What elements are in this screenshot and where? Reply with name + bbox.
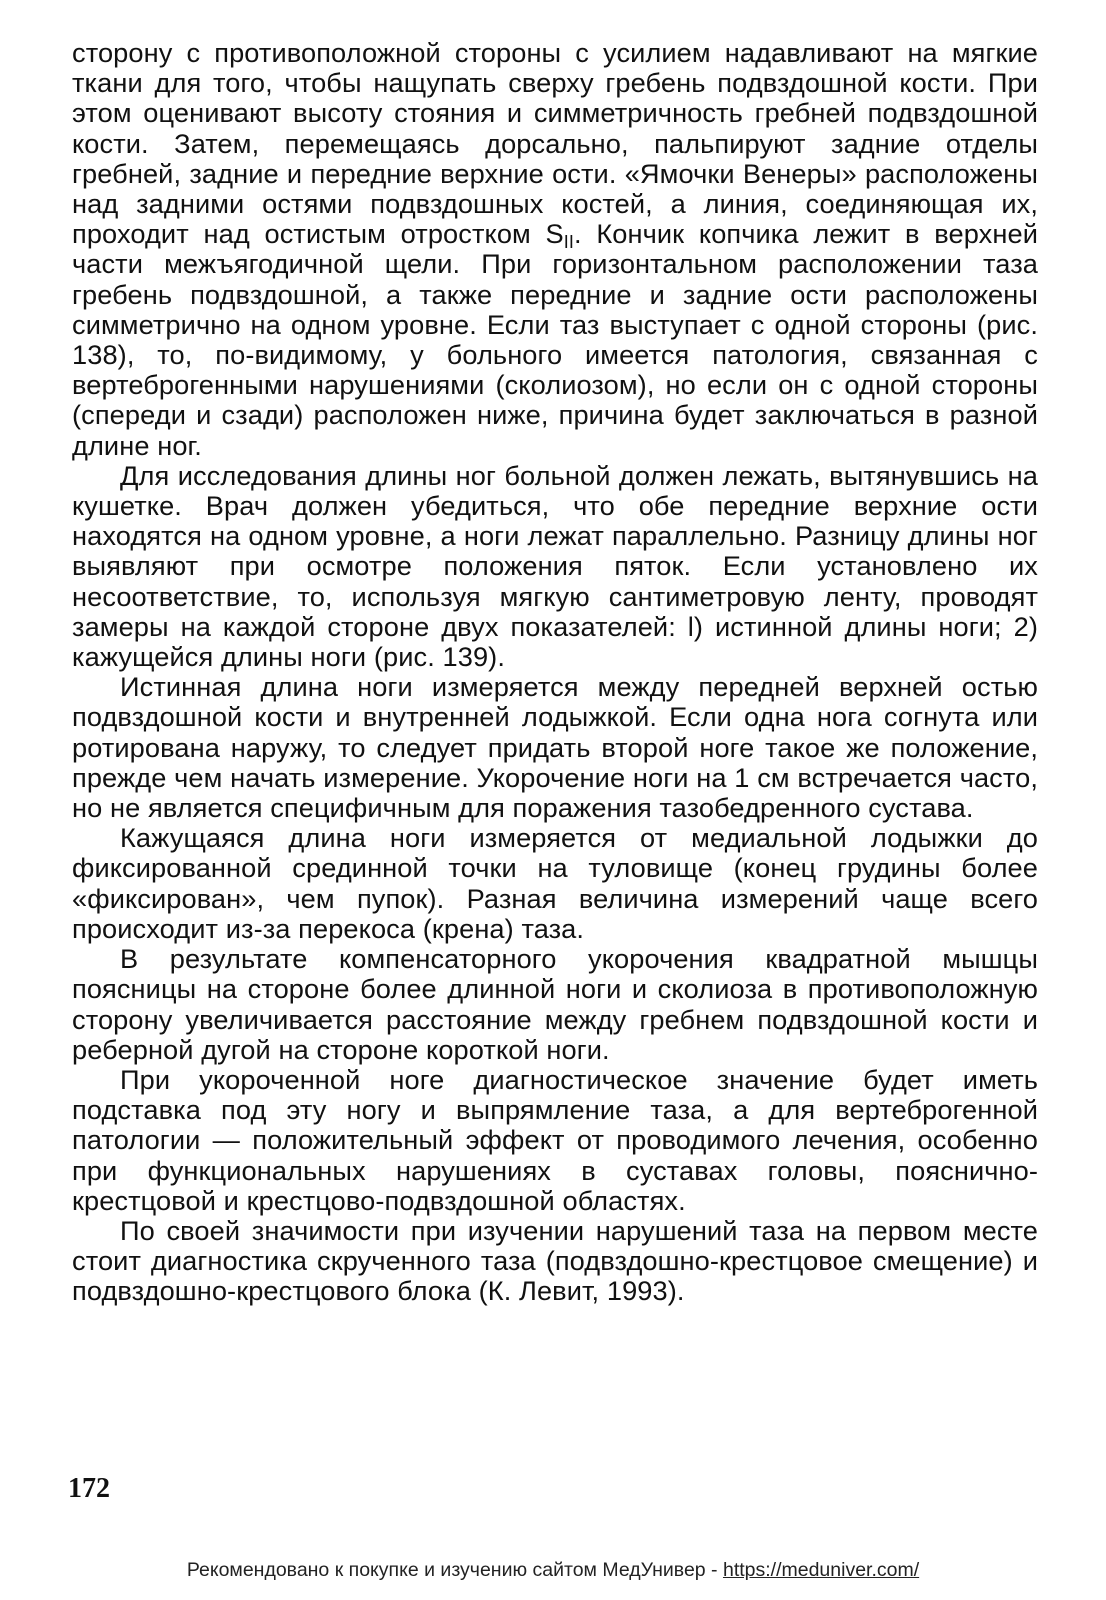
page-number: 172 [68,1473,110,1504]
paragraph-4: Кажущаяся длина ноги измеряется от медиальной лодыжки до фиксированной срединной точки на туловище (конец грудины более «фиксирован», чем пупок). Разная величина измерений чаще всего происходит из-за перекоса (крена) таза. [72,822,1038,944]
paragraph-1-text-a: сторону с противоположной стороны с усилием надавливают на мягкие ткани для того, чтобы нащупать сверху гребень подвздошной кости. При этом оценивают высоту стояния и симметричность гребней подвздошной кости. Затем, перемещаясь дорсально, пальпируют задние отделы гребней, задние и передние верхние ости. «Ямочки Венеры» расположены над задними остями подвздошных костей, а линия, соединяющая их, проходит над остистым отростком S [72,37,1038,250]
paragraph-5: В результате компенсаторного укорочения квадратной мышцы поясницы на стороне более длинной ноги и сколиоза в противоположную сторону увеличивается расстояние между гребнем подвздошной кости и реберной дугой на стороне короткой ноги. [72,943,1038,1065]
paragraph-6: При укороченной ноге диагностическое значение будет иметь подставка под эту ногу и выпрямление таза, а для вертеброгенной патологии — положительный эффект от проводимого лечения, особенно при функциональных нарушениях в суставах головы, пояснично-крестцовой и крестцово-подвздошной областях. [72,1063,1038,1216]
paragraph-3: Истинная длина ноги измеряется между передней верхней остью подвздошной кости и внутренней лодыжкой. Если одна нога согнута или ротирована наружу, то следует придать второй ноге такое же положение, прежде чем начать измерение. Укорочение ноги на 1 см встречается часто, но не является специфичным для поражения тазобедренного сустава. [72,671,1038,824]
paragraph-7: По своей значимости при изучении нарушений таза на первом месте стоит диагностика скрученного таза (подвздошно-крестцовое смещение) и подвздошно-крестцового блока (К. Левит, 1993). [72,1214,1038,1307]
page-body [72,38,1038,1307]
paragraph-1 [72,38,1038,461]
footer-text: Рекомендовано к покупке и изучению сайтом МедУнивер - [186,1559,723,1581]
footer-link[interactable]: https://meduniver.com/ [722,1559,920,1581]
footer-banner [0,1558,1106,1582]
subscript-ii: II [563,232,574,253]
paragraph-1-text-b: . Кончик копчика лежит в верхней части межъягодичной щели. При горизонтальном расположении таза гребень подвздошной, а также передние и задние ости расположены симметрично на одном уровне. Если таз выступает с одной стороны (рис. 138), то, по-видимому, у больного имеется патология, связанная с вертеброгенными нарушениями (сколиозом), но если он с одной стороны (спереди и сзади) расположен ниже, причина будет заключаться в разной длине ног. [72,218,1038,461]
paragraph-2: Для исследования длины ног больной должен лежать, вытянувшись на кушетке. Врач должен убедиться, что обе передние верхние ости находятся на одном уровне, а ноги лежат параллельно. Разницу длины ног выявляют при осмотре положения пяток. Если установлено их несоответствие, то, используя мягкую сантиметровую ленту, проводят замеры на каждой стороне двух показателей: l) истинной длины ноги; 2) кажущейся длины ноги (рис. 139). [72,459,1038,673]
